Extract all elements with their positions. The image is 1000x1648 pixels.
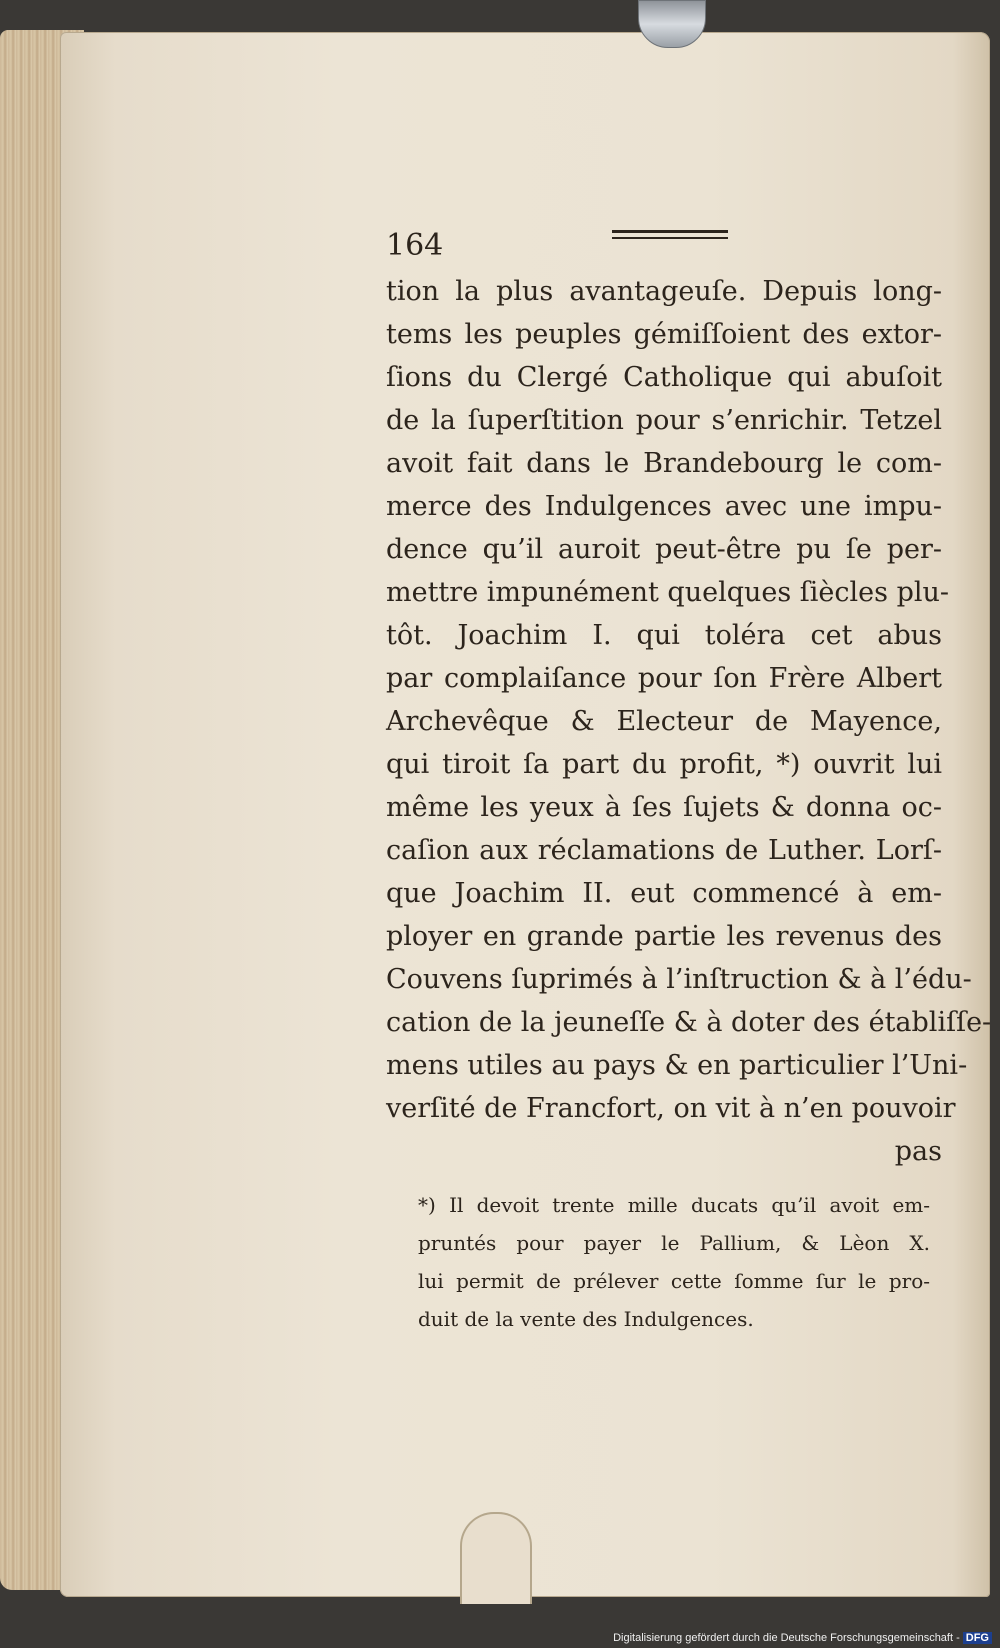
footnote-line: *) Il devoit trente mille ducats qu’il avoit em-: [418, 1193, 930, 1217]
text-line: caſion aux réclamations de Luther. Lorſ-: [386, 835, 942, 866]
footnote-line: pruntés pour payer le Pallium, & Lèon X.: [418, 1231, 930, 1255]
text-line: par complaiſance pour ſon Frère Albert: [386, 663, 942, 694]
text-line: tems les peuples gémiſſoient des extor-: [386, 319, 942, 350]
text-line: de la ſuperſtition pour s’enrichir. Tetzel: [386, 405, 942, 436]
text-line: tion la plus avantageuſe. Depuis long-: [386, 276, 942, 307]
page-number: 164: [386, 228, 444, 263]
body-text: [386, 270, 992, 1173]
header-rule: [612, 230, 728, 239]
text-line: Archevêque & Electeur de Mayence,: [386, 706, 942, 737]
text-line: mens utiles au pays & en particulier l’Uni-: [386, 1050, 968, 1081]
text-line: merce des Indulgences avec une impu-: [386, 491, 942, 522]
digitization-credit: [613, 1632, 992, 1644]
dfg-logo: DFG: [963, 1632, 992, 1644]
text-line: qui tiroit ſa part du profit, *) ouvrit lui: [386, 749, 942, 780]
text-line: ployer en grande partie les revenus des: [386, 921, 942, 952]
credit-text: Digitalisierung gefördert durch die Deutsche Forschungsgemeinschaft -: [613, 1632, 960, 1644]
page-notch: [460, 1512, 532, 1604]
text-line: cation de la jeuneſſe & à doter des établiſſe-: [386, 1007, 992, 1038]
text-line: Couvens ſuprimés à l’inſtruction & à l’édu-: [386, 964, 972, 995]
text-line: verſité de Francfort, on vit à n’en pouvoir: [386, 1093, 956, 1124]
catchword: pas: [894, 1136, 942, 1167]
text-line: que Joachim II. eut commencé à em-: [386, 878, 942, 909]
text-line: tôt. Joachim I. qui toléra cet abus: [386, 620, 942, 651]
text-line: mettre impunément quelques ſiècles plu-: [386, 577, 950, 608]
text-line: avoit fait dans le Brandebourg le com-: [386, 448, 942, 479]
text-line: même les yeux à ſes ſujets & donna oc-: [386, 792, 942, 823]
text-line: dence qu’il auroit peut-être pu ſe per-: [386, 534, 942, 565]
footnote-line: lui permit de prélever cette ſomme ſur le pro-: [418, 1269, 930, 1293]
footnote: [418, 1186, 930, 1338]
footnote-line: duit de la vente des Indulgences.: [418, 1307, 754, 1331]
text-line: ſions du Clergé Catholique qui abuſoit: [386, 362, 942, 393]
